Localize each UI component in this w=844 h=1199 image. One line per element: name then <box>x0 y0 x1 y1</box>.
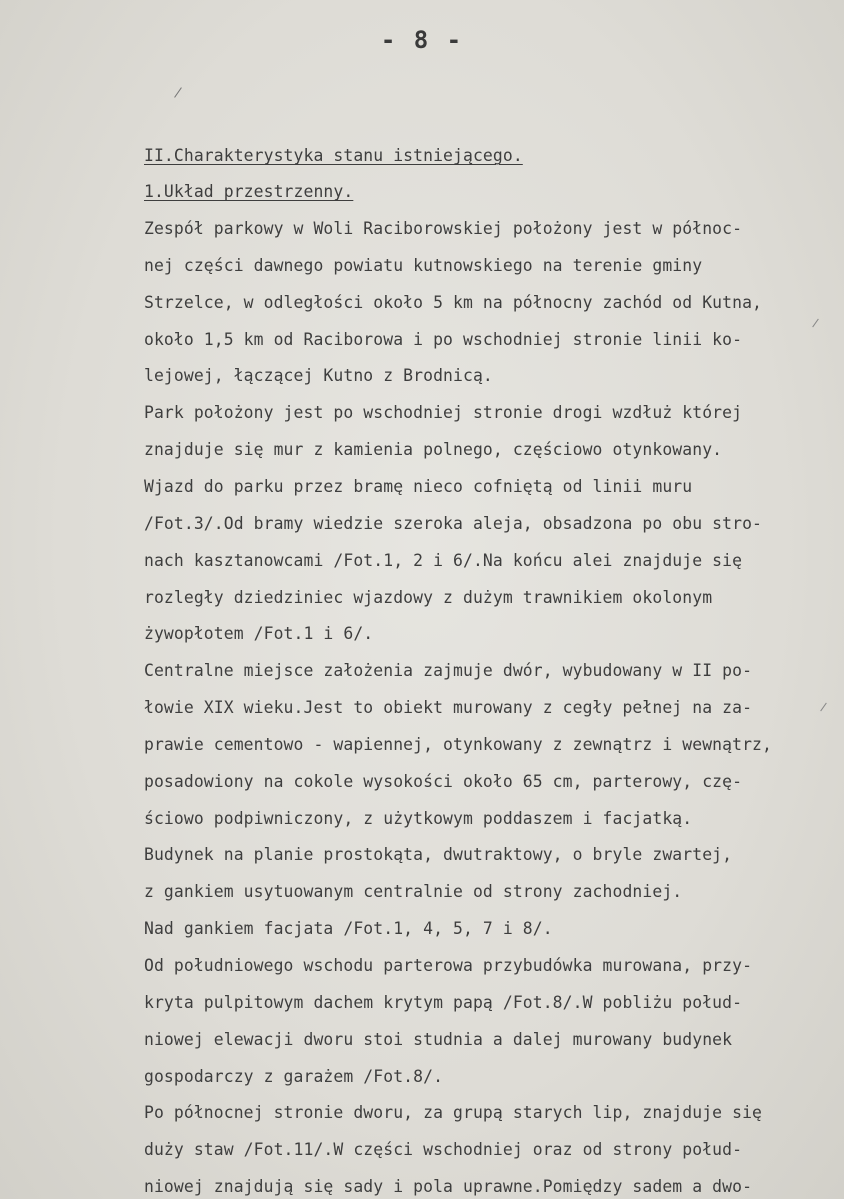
body-line: niowej elewacji dworu stoi studnia a dalej murowany budynek <box>144 1030 733 1049</box>
body-line: żywopłotem /Fot.1 i 6/. <box>144 624 374 643</box>
body-line: ściowo podpiwniczony, z użytkowym poddaszem i facjatką. <box>144 809 693 828</box>
body-line: nej części dawnego powiatu kutnowskiego na terenie gminy <box>144 256 703 275</box>
body-line: Nad gankiem facjata /Fot.1, 4, 5, 7 i 8/. <box>144 919 553 938</box>
body-line: /Fot.3/.Od bramy wiedzie szeroka aleja, obsadzona po obu stro- <box>144 514 763 533</box>
pencil-tick-mark <box>174 87 182 97</box>
body-line: nach kasztanowcami /Fot.1, 2 i 6/.Na końcu alei znajduje się <box>144 551 743 570</box>
body-line: prawie cementowo - wapiennej, otynkowany z zewnątrz i wewnątrz, <box>144 735 772 754</box>
body-line: znajduje się mur z kamienia polnego, częściowo otynkowany. <box>144 440 723 459</box>
margin-mark <box>820 703 827 712</box>
section-heading: II.Charakterystyka stanu istniejącego. <box>144 146 523 165</box>
body-line: Strzelce, w odległości około 5 km na północny zachód od Kutna, <box>144 293 763 312</box>
body-line: około 1,5 km od Raciborowa i po wschodniej stronie linii ko- <box>144 330 743 349</box>
body-line: rozległy dziedziniec wjazdowy z dużym trawnikiem okolonym <box>144 588 713 607</box>
margin-mark <box>812 319 819 328</box>
body-line: duży staw /Fot.11/.W części wschodniej oraz od strony połud- <box>144 1140 743 1159</box>
body-line: z gankiem usytuowanym centralnie od strony zachodniej. <box>144 882 683 901</box>
body-line: niowej znajdują się sady i pola uprawne.Pomiędzy sadem a dwo- <box>144 1177 753 1196</box>
body-line: Od południowego wschodu parterowa przybudówka murowana, przy- <box>144 956 753 975</box>
page-number: - 8 - <box>380 26 464 54</box>
body-line: Centralne miejsce założenia zajmuje dwór, wybudowany w II po- <box>144 661 753 680</box>
body-line: gospodarczy z garażem /Fot.8/. <box>144 1067 444 1086</box>
body-line: Park położony jest po wschodniej stronie drogi wzdłuż której <box>144 403 743 422</box>
body-line: łowie XIX wieku.Jest to obiekt murowany z cegły pełnej na za- <box>144 698 753 717</box>
body-line: Po północnej stronie dworu, za grupą starych lip, znajduje się <box>144 1103 763 1122</box>
subsection-heading: 1.Układ przestrzenny. <box>144 182 354 201</box>
body-line: Wjazd do parku przez bramę nieco cofniętą od linii muru <box>144 477 693 496</box>
body-line: posadowiony na cokole wysokości około 65 cm, parterowy, czę- <box>144 772 743 791</box>
body-line: lejowej, łączącej Kutno z Brodnicą. <box>144 366 493 385</box>
body-line: kryta pulpitowym dachem krytym papą /Fot.8/.W pobliżu połud- <box>144 993 743 1012</box>
body-line: Budynek na planie prostokąta, dwutraktowy, o bryle zwartej, <box>144 845 733 864</box>
body-line: Zespół parkowy w Woli Raciborowskiej położony jest w północ- <box>144 219 743 238</box>
